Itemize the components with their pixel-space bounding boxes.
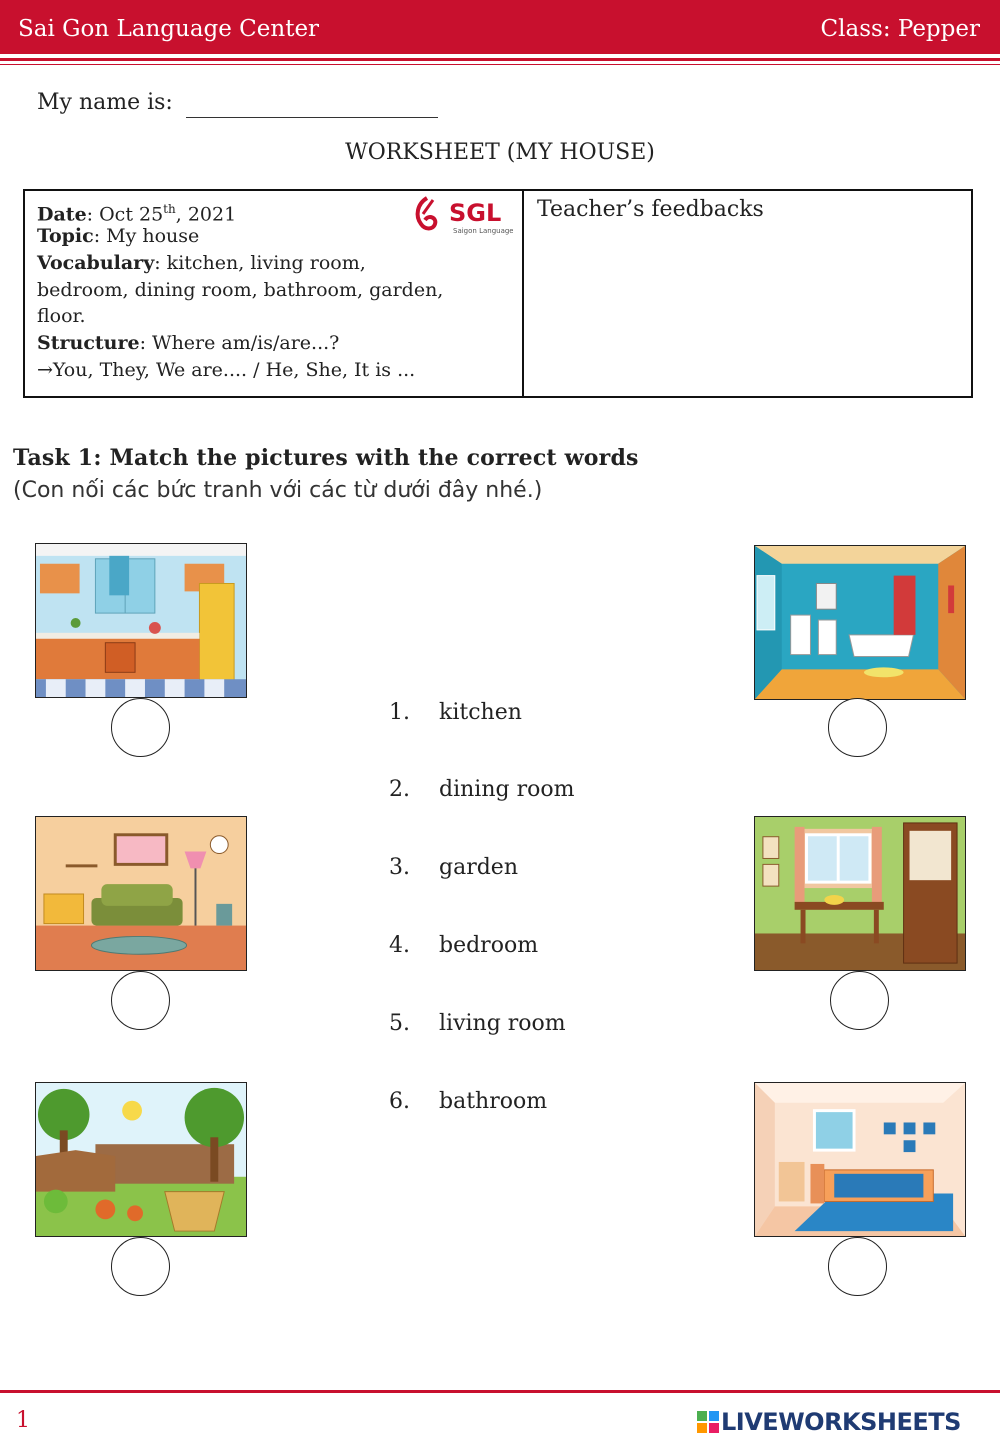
answer-circle-living-room-picture[interactable] <box>111 971 170 1030</box>
teacher-feedback-label: Teacher’s feedbacks <box>537 197 764 222</box>
living-room-picture <box>35 816 247 971</box>
answer-circle-garden-picture[interactable] <box>111 1237 170 1296</box>
dining-room-picture <box>754 816 966 971</box>
header-divider <box>0 58 1000 61</box>
page-number: 1 <box>16 1408 30 1433</box>
logo-text: SGL <box>449 199 502 227</box>
info-table-divider <box>522 189 524 398</box>
word-kitchen[interactable]: kitchen <box>439 700 522 725</box>
kitchen-picture <box>35 543 247 698</box>
worksheet-title: WORKSHEET (MY HOUSE) <box>345 140 655 165</box>
structure-line: Structure: Where am/is/are...? <box>37 332 340 354</box>
task-title: Task 1: Match the pictures with the correct words <box>13 445 639 471</box>
sgl-logo <box>413 194 513 238</box>
word-number-1: 1. <box>389 700 410 725</box>
footer-divider <box>0 1390 1000 1393</box>
word-number-5: 5. <box>389 1011 410 1036</box>
answer-circle-dining-room-picture[interactable] <box>830 971 889 1030</box>
school-name: Sai Gon Language Center <box>18 16 320 42</box>
answer-circle-bedroom-picture[interactable] <box>828 1237 887 1296</box>
topic-line: Topic: My house <box>37 225 200 247</box>
word-number-2: 2. <box>389 777 410 802</box>
header-divider-thin <box>0 64 1000 65</box>
word-living-room[interactable]: living room <box>439 1011 566 1036</box>
liveworksheets-icon <box>697 1411 719 1433</box>
vocabulary-line-2: bedroom, dining room, bathroom, garden, <box>37 279 444 301</box>
date-line: Date: Oct 25th, 2021 <box>37 202 237 226</box>
word-number-3: 3. <box>389 855 410 880</box>
structure-answer-line: →You, They, We are.... / He, She, It is ... <box>37 359 416 381</box>
bedroom-picture <box>754 1082 966 1237</box>
word-garden[interactable]: garden <box>439 855 518 880</box>
logo-subtext: Saigon Language <box>453 227 513 235</box>
garden-picture <box>35 1082 247 1237</box>
liveworksheets-logo[interactable] <box>697 1408 961 1436</box>
name-label: My name is: <box>37 90 173 115</box>
vocabulary-line-3: floor. <box>37 305 86 327</box>
word-bathroom[interactable]: bathroom <box>439 1089 548 1114</box>
name-input-line[interactable] <box>186 117 438 118</box>
word-number-6: 6. <box>389 1089 410 1114</box>
word-bedroom[interactable]: bedroom <box>439 933 539 958</box>
answer-circle-bathroom-picture[interactable] <box>828 698 887 757</box>
liveworksheets-text: LIVEWORKSHEETS <box>721 1408 961 1436</box>
bathroom-picture <box>754 545 966 700</box>
word-number-4: 4. <box>389 933 410 958</box>
word-dining-room[interactable]: dining room <box>439 777 575 802</box>
class-name: Class: Pepper <box>820 16 980 42</box>
task-subtitle: (Con nối các bức tranh với các từ dưới đây nhé.) <box>13 478 543 503</box>
vocabulary-line: Vocabulary: kitchen, living room, <box>37 252 366 274</box>
answer-circle-kitchen-picture[interactable] <box>111 698 170 757</box>
